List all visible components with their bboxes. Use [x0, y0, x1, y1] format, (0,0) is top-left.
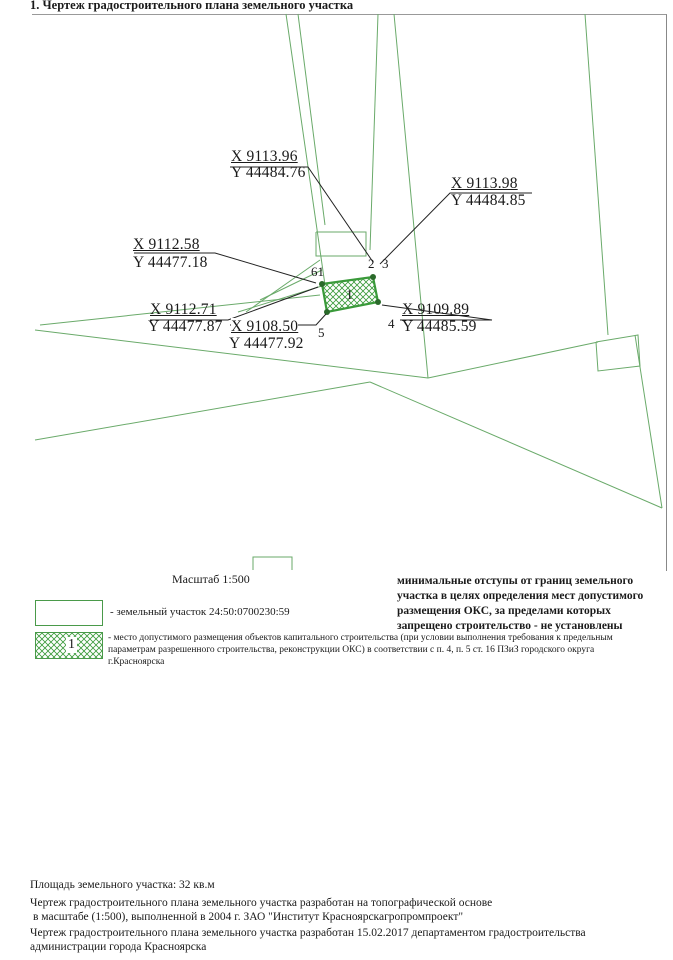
point4-x: X 9112.71 [150, 301, 217, 318]
point6-y: Y 44485.59 [402, 318, 477, 335]
point6-x: X 9109.89 [402, 301, 470, 318]
legend-land-plot-text: - земельный участок 24:50:0700230:59 [110, 606, 290, 618]
point1-y: Y 44484.76 [231, 164, 306, 181]
point3-x: X 9112.58 [133, 236, 200, 253]
legend-zone-text: - место допустимого размещения объектов капитального строительства (при условии выполнения требования к предельным параметрам разрешенного строительства, реконструкции ОКС) в соответствии с п. 4, п. 5 ст. 16 ПЗиЗ городского округа г.Красноярска [108, 633, 613, 667]
point-number-3: 3 [382, 256, 389, 271]
area-text: Площадь земельного участка: 32 кв.м [30, 879, 215, 891]
point1-x: X 9113.96 [231, 148, 298, 165]
point2-x: X 9113.98 [451, 175, 518, 192]
developer-line1: Чертеж градостроительного плана земельного участка разработан 15.02.2017 департаментом градостроительства [30, 927, 586, 939]
point5-x: X 9108.50 [231, 318, 299, 335]
basis-line1: Чертеж градостроительного плана земельного участка разработан на топографической основе [30, 897, 493, 909]
point5-y: Y 44477.92 [229, 335, 304, 352]
setback-note: минимальные отступы от границ земельного участка в целях определения мест допустимого размещения ОКС, за пределами которых запрещено строительство - не установлены [397, 575, 644, 632]
point4-y: Y 44477.87 [148, 318, 223, 335]
point-number-2: 2 [368, 256, 375, 271]
point3-y: Y 44477.18 [133, 254, 208, 271]
scale-label: Масштаб 1:500 [172, 572, 250, 586]
point2-y: Y 44484.85 [451, 192, 526, 209]
basis-line2: в масштабе (1:500), выполненной в 2004 г. ЗАО "Институт Красноярскагропромпроект" [33, 911, 464, 923]
legend-land-plot-swatch [35, 600, 103, 626]
point-number-4: 4 [388, 316, 395, 331]
zone-number: 1 [346, 288, 353, 303]
drawing-title: 1. Чертеж градостроительного плана земельного участка [30, 0, 354, 12]
point-number-5: 5 [318, 325, 325, 340]
point-number-61: 61 [311, 264, 324, 279]
legend-zone-swatch [35, 632, 103, 659]
developer-line2: администрации города Красноярска [30, 941, 207, 953]
legend-zone-number: 1 [68, 637, 75, 652]
